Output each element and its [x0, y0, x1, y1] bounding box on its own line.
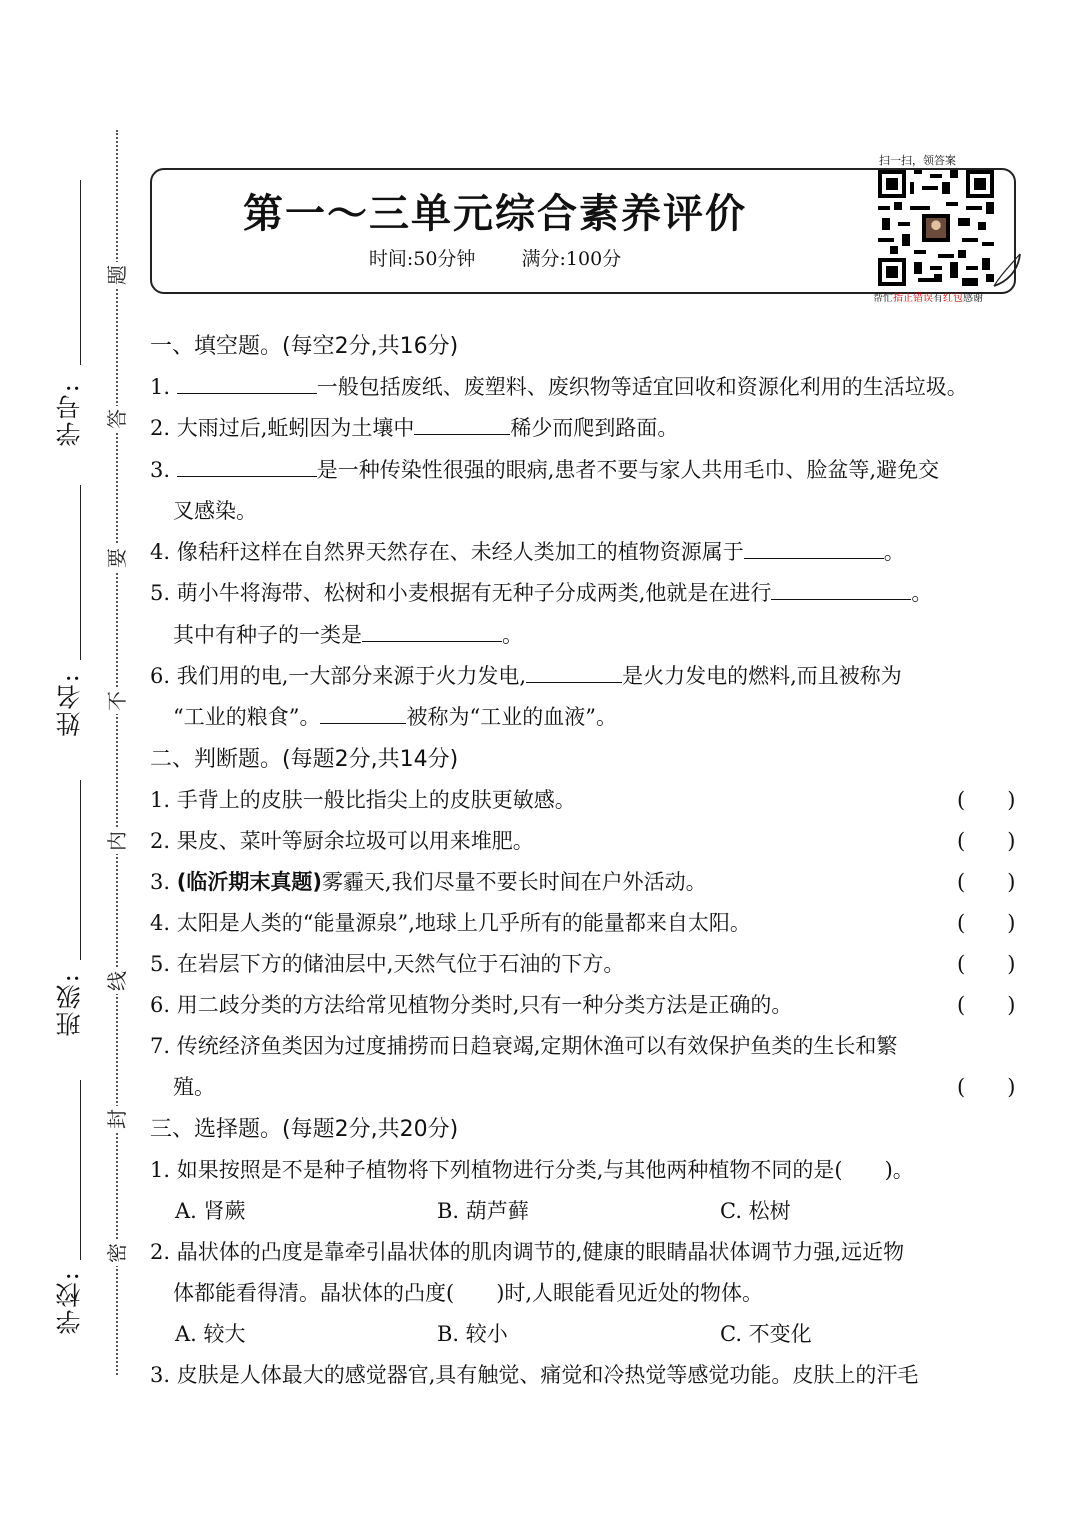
answer-blank[interactable]	[526, 664, 622, 683]
answer-blank[interactable]	[771, 581, 911, 600]
seal-char: 封	[104, 1106, 130, 1132]
answer-parens[interactable]: ( )	[957, 1075, 1016, 1099]
seal-char: 题	[104, 262, 130, 288]
class-label: 班级:	[55, 972, 84, 1037]
seal-char: 线	[104, 968, 130, 994]
fill-q3: 3. 是一种传染性很强的眼病,患者不要与家人共用毛巾、脸盆等,避免交	[150, 458, 940, 482]
judge-q1: 1. 手背上的皮肤一般比指尖上的皮肤更敏感。	[150, 788, 576, 812]
section1-heading: 一、填空题。(每空2分,共16分)	[150, 334, 459, 359]
answer-parens[interactable]: ( )	[957, 870, 1016, 894]
seal-dotted-line	[116, 130, 118, 1375]
answer-parens[interactable]: ( )	[957, 788, 1016, 812]
answer-blank[interactable]	[177, 458, 317, 477]
seal-char: 答	[104, 406, 130, 432]
judge-q3: 3. (临沂期末真题)雾霾天,我们尽量不要长时间在户外活动。	[150, 870, 707, 894]
choice-q1-option-a[interactable]: A. 肾蕨	[175, 1199, 246, 1223]
seal-char: 密	[104, 1240, 130, 1266]
student-id-label: 学号:	[55, 382, 84, 447]
seal-char: 要	[104, 545, 130, 571]
judge-q2: 2. 果皮、菜叶等厨余垃圾可以用来堆肥。	[150, 829, 534, 853]
fill-q4: 4. 像秸秆这样在自然界天然存在、未经人类加工的植物资源属于 。	[150, 540, 905, 564]
qr-footer: 帮忙指正错误有红包感谢	[873, 293, 983, 304]
seal-char: 内	[104, 828, 130, 854]
answer-parens[interactable]: ( )	[957, 829, 1016, 853]
judge-q6: 6. 用二歧分类的方法给常见植物分类时,只有一种分类方法是正确的。	[150, 993, 793, 1017]
name-label: 姓名:	[55, 672, 84, 737]
choice-q1-option-b[interactable]: B. 葫芦藓	[437, 1199, 529, 1223]
school-label: 学校:	[55, 1270, 84, 1335]
qr-code[interactable]	[878, 170, 994, 286]
exam-info	[150, 244, 840, 271]
answer-blank[interactable]	[744, 540, 884, 559]
choice-q1: 1. 如果按照是不是种子植物将下列植物进行分类,与其他两种植物不同的是( )。	[150, 1158, 914, 1182]
page-curl-decoration	[992, 252, 1022, 288]
student-id-line	[80, 180, 81, 365]
section2-heading: 二、判断题。(每题2分,共14分)	[150, 747, 459, 772]
answer-parens[interactable]: ( )	[957, 993, 1016, 1017]
choice-q2-option-a[interactable]: A. 较大	[175, 1322, 246, 1346]
judge-q4: 4. 太阳是人类的“能量源泉”,地球上几乎所有的能量都来自太阳。	[150, 911, 751, 935]
qr-caption: 扫一扫，领答案	[876, 152, 959, 168]
source-tag: (临沂期末真题)	[176, 870, 322, 894]
choice-q1-option-c[interactable]: C. 松树	[720, 1199, 791, 1223]
answer-blank[interactable]	[414, 416, 510, 435]
choice-q2-option-c[interactable]: C. 不变化	[720, 1322, 812, 1346]
seal-char: 不	[104, 688, 130, 714]
choice-q3: 3. 皮肤是人体最大的感觉器官,具有触觉、痛觉和冷热觉等感觉功能。皮肤上的汗毛	[150, 1363, 919, 1387]
answer-blank[interactable]	[177, 375, 317, 394]
choice-q2-cont: 体都能看得清。晶状体的凸度( )时,人眼能看见近处的物体。	[173, 1281, 764, 1305]
class-line	[80, 780, 81, 960]
fill-q6: 6. 我们用的电,一大部分来源于火力发电, 是火力发电的燃料,而且被称为	[150, 664, 902, 688]
fill-q5-cont: 其中有种子的一类是 。	[173, 623, 523, 647]
judge-q7-cont: 殖。	[173, 1075, 215, 1099]
full-score: 满分:100分	[521, 248, 622, 270]
fill-q2: 2. 大雨过后,蚯蚓因为土壤中 稀少而爬到路面。	[150, 416, 679, 440]
judge-q7: 7. 传统经济鱼类因为过度捕捞而日趋衰竭,定期休渔可以有效保护鱼类的生长和繁	[150, 1034, 898, 1058]
fill-q1: 1. 一般包括废纸、废塑料、废织物等适宜回收和资源化利用的生活垃圾。	[150, 375, 968, 399]
answer-blank[interactable]	[362, 623, 502, 642]
name-line	[80, 485, 81, 660]
answer-blank[interactable]	[320, 705, 406, 724]
time-limit: 时间:50分钟	[368, 248, 476, 270]
fill-q5: 5. 萌小牛将海带、松树和小麦根据有无种子分成两类,他就是在进行 。	[150, 581, 933, 605]
answer-parens[interactable]: ( )	[957, 911, 1016, 935]
answer-parens[interactable]: ( )	[957, 952, 1016, 976]
page-title: 第一～三单元综合素养评价	[243, 190, 747, 237]
choice-q2-option-b[interactable]: B. 较小	[437, 1322, 508, 1346]
school-line	[80, 1080, 81, 1260]
fill-q6-cont: “工业的粮食”。 被称为“工业的血液”。	[173, 705, 617, 729]
section3-heading: 三、选择题。(每题2分,共20分)	[150, 1117, 459, 1142]
judge-q5: 5. 在岩层下方的储油层中,天然气位于石油的下方。	[150, 952, 625, 976]
choice-q2: 2. 晶状体的凸度是靠牵引晶状体的肌肉调节的,健康的眼睛晶状体调节力强,远近物	[150, 1240, 905, 1264]
fill-q3-cont: 叉感染。	[173, 499, 257, 523]
